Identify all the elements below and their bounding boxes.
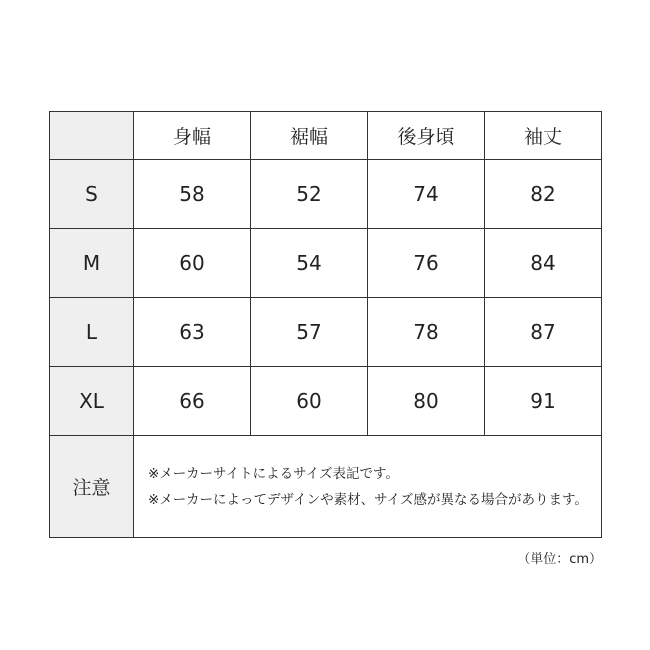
column-header-sleeve-length: 袖丈 (485, 112, 602, 160)
corner-cell (50, 112, 134, 160)
table-cell: 76 (368, 229, 485, 298)
table-cell: 60 (134, 229, 251, 298)
table-cell: 87 (485, 298, 602, 367)
unit-note: （単位：cm） (517, 552, 602, 567)
table-cell: 66 (134, 367, 251, 436)
table-cell: 63 (134, 298, 251, 367)
note-line: ※メーカーサイトによるサイズ表記です。 (148, 465, 399, 482)
size-label: M (50, 229, 134, 298)
table-cell: 91 (485, 367, 602, 436)
table-row-l (50, 298, 602, 367)
note-line: ※メーカーによってデザインや素材、サイズ感が異なる場合があります。 (148, 491, 588, 508)
header-row (50, 112, 602, 160)
table-cell: 57 (251, 298, 368, 367)
table-row-s (50, 160, 602, 229)
table-cell: 80 (368, 367, 485, 436)
table-cell: 84 (485, 229, 602, 298)
table-cell: 78 (368, 298, 485, 367)
table-cell: 60 (251, 367, 368, 436)
table-row-xl (50, 367, 602, 436)
column-header-body-width: 身幅 (134, 112, 251, 160)
table-cell: 82 (485, 160, 602, 229)
table-row-m (50, 229, 602, 298)
column-header-hem-width: 裾幅 (251, 112, 368, 160)
table-cell: 54 (251, 229, 368, 298)
column-header-back-length: 後身頃 (368, 112, 485, 160)
notes-label: 注意 (50, 436, 134, 538)
notes-row (50, 436, 602, 538)
notes-cell (134, 436, 602, 538)
size-label: L (50, 298, 134, 367)
size-label: XL (50, 367, 134, 436)
size-label: S (50, 160, 134, 229)
table-cell: 58 (134, 160, 251, 229)
size-table (49, 111, 602, 538)
table-cell: 52 (251, 160, 368, 229)
table-cell: 74 (368, 160, 485, 229)
